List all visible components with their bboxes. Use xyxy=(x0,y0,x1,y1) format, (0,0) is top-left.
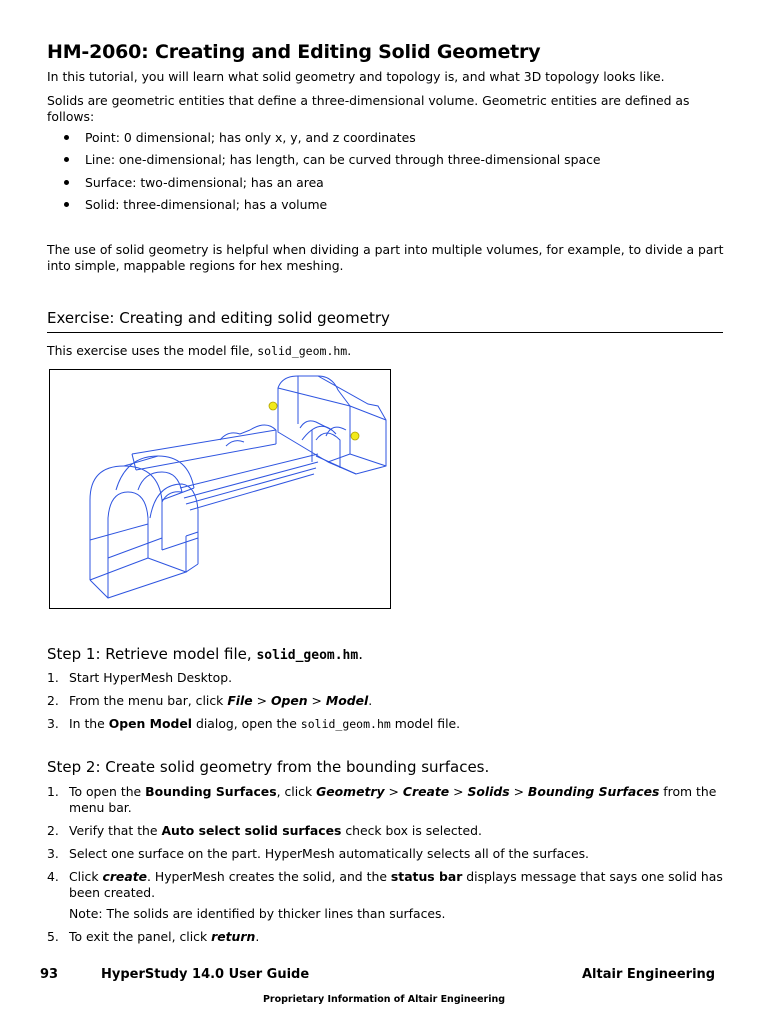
list-item: 4. Click create. HyperMesh creates the solid, and the status bar displays message that says one solid has been created. xyxy=(47,869,723,900)
model-filename: solid_geom.hm xyxy=(257,344,348,358)
footer-company: Altair Engineering xyxy=(582,967,716,982)
list-item: 2. From the menu bar, click File > Open > Model. xyxy=(47,693,373,708)
footer-guide-title: HyperStudy 14.0 User Guide xyxy=(101,967,310,982)
list-item: 2. Verify that the Auto select solid surfaces check box is selected. xyxy=(47,823,482,838)
step2-heading: Step 2: Create solid geometry from the bounding surfaces. xyxy=(47,758,490,776)
list-item: Point: 0 dimensional; has only x, y, and z coordinates xyxy=(47,130,707,152)
list-item: Solid: three-dimensional; has a volume xyxy=(47,197,707,219)
proprietary-notice: Proprietary Information of Altair Engineering xyxy=(262,994,506,1005)
step2-list xyxy=(47,784,723,952)
step1-list xyxy=(47,670,723,739)
usage-paragraph: The use of solid geometry is helpful when dividing a part into multiple volumes, for example, to divide a part into simple, mappable regions for hex meshing. xyxy=(47,242,724,273)
list-item: 3. In the Open Model dialog, open the solid_geom.hm model file. xyxy=(47,716,461,731)
page-number: 93 xyxy=(40,967,59,982)
list-item: 5. To exit the panel, click return. xyxy=(47,929,260,944)
wireframe-model-image xyxy=(50,370,390,608)
note-text: Note: The solids are identified by thicker lines than surfaces. xyxy=(69,906,446,921)
section-divider xyxy=(47,332,723,333)
list-item: Surface: two-dimensional; has an area xyxy=(47,175,707,197)
page-title: HM-2060: Creating and Editing Solid Geometry xyxy=(47,41,541,63)
exercise-heading: Exercise: Creating and editing solid geometry xyxy=(47,309,390,327)
list-item: 1. To open the Bounding Surfaces, click Geometry > Create > Solids > Bounding Surfaces from the menu bar. xyxy=(47,784,717,815)
entity-type-list xyxy=(47,130,707,219)
exercise-lead: This exercise uses the model file, solid_geom.hm. xyxy=(47,343,352,358)
list-item: Line: one-dimensional; has length, can be curved through three-dimensional space xyxy=(47,152,707,174)
step1-heading: Step 1: Retrieve model file, solid_geom.hm. xyxy=(47,645,363,663)
list-item: 1. Start HyperMesh Desktop. xyxy=(47,670,233,685)
definition-paragraph: Solids are geometric entities that define a three-dimensional volume. Geometric entities are defined as follows: xyxy=(47,93,690,124)
list-item: 3. Select one surface on the part. HyperMesh automatically selects all of the surfaces. xyxy=(47,846,589,861)
solid-geometry-figure xyxy=(49,369,391,609)
intro-paragraph: In this tutorial, you will learn what solid geometry and topology is, and what 3D topology looks like. xyxy=(47,69,665,84)
